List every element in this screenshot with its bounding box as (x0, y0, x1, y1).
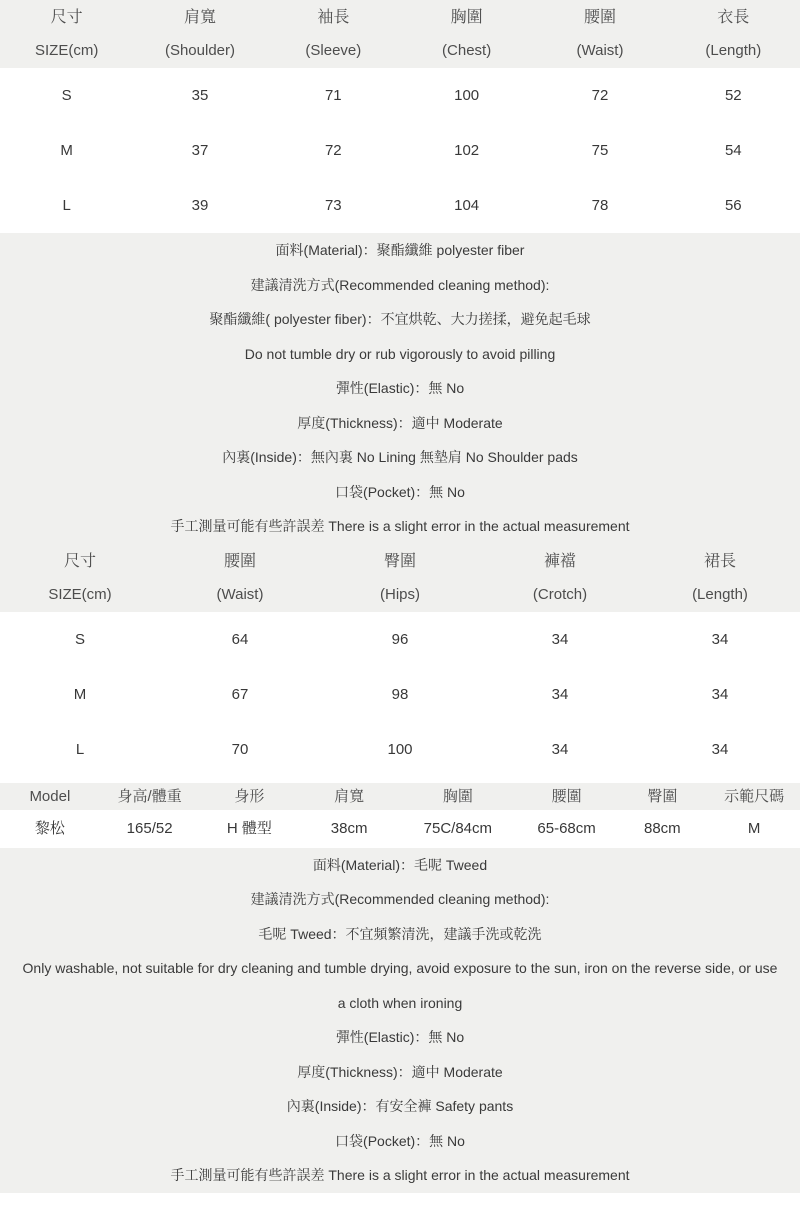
size-value: 100 (387, 740, 413, 758)
column-header-en: (Crotch) (532, 585, 588, 603)
model-body-shape: H 體型 (226, 819, 272, 837)
size-value: 67 (231, 685, 249, 703)
column-header-en: (Chest) (442, 42, 492, 59)
care-info-bottom (0, 848, 800, 1193)
column-header-height-weight: 身高/體重 (117, 787, 182, 805)
size-value: 34 (551, 630, 569, 648)
column-header-body-shape: 身形 (234, 787, 265, 805)
size-value: 64 (231, 630, 249, 648)
column-header-zh: 肩寬 (183, 9, 216, 26)
column-header-waist (160, 544, 320, 612)
column-header-en: (Waist) (216, 585, 264, 603)
column-header-zh: 袖長 (317, 9, 350, 26)
size-label: M (60, 142, 73, 159)
column-header-en: SIZE(cm) (35, 42, 99, 59)
column-header-length (667, 0, 800, 68)
column-header-zh: 臀圍 (383, 552, 416, 570)
thickness-line: 厚度(Thickness)：適中 Moderate (297, 1063, 503, 1080)
table-row-l (0, 178, 800, 233)
size-value: 71 (324, 87, 342, 104)
size-label: L (62, 197, 71, 214)
material-line: 面料(Material)：毛呢 Tweed (312, 856, 488, 873)
size-value: 98 (391, 685, 409, 703)
model-table-row (0, 810, 800, 848)
model-table-header (0, 783, 800, 810)
size-label: S (61, 87, 72, 104)
size-value: 39 (191, 197, 209, 214)
column-header-size (0, 544, 160, 612)
size-value: 72 (591, 87, 609, 104)
top-size-table (0, 0, 800, 233)
pocket-line: 口袋(Pocket)：無 No (335, 483, 465, 500)
column-header-demo-size: 示範尺碼 (724, 787, 785, 805)
table-row-l (0, 722, 800, 777)
measurement-note-line: 手工測量可能有些許誤差 There is a slight error in the actual measurement (170, 1167, 630, 1183)
size-value: 102 (454, 142, 480, 159)
model-demo-size: M (747, 819, 761, 837)
column-header-crotch (480, 544, 640, 612)
column-header-zh: 尺寸 (50, 9, 83, 26)
table-row-s (0, 68, 800, 123)
column-header-en: SIZE(cm) (48, 585, 112, 603)
column-header-zh: 腰圍 (583, 9, 616, 26)
column-header-shoulder (133, 0, 266, 68)
cleaning-detail-zh-line: 聚酯纖維( polyester fiber)：不宜烘乾、大力搓揉，避免起毛球 (209, 311, 591, 327)
size-value: 52 (724, 87, 742, 104)
column-header-model: Model (29, 787, 71, 805)
size-value: 34 (711, 685, 729, 703)
size-label: L (75, 740, 85, 758)
model-name: 黎松 (34, 819, 65, 837)
cleaning-method-line: 建議清洗方式(Recommended cleaning method): (250, 891, 550, 907)
size-value: 37 (191, 142, 209, 159)
column-header-waist: 腰圍 (551, 787, 582, 805)
measurement-note-line: 手工測量可能有些許誤差 There is a slight error in the actual measurement (170, 518, 630, 534)
pocket-line: 口袋(Pocket)：無 No (335, 1132, 465, 1149)
cleaning-detail-en-line: Do not tumble dry or rub vigorously to avoid pilling (244, 345, 556, 362)
size-value: 34 (551, 740, 569, 758)
column-header-zh: 褲襠 (543, 552, 576, 570)
column-header-en: (Shoulder) (164, 42, 236, 59)
size-value: 75 (591, 142, 609, 159)
thickness-line: 厚度(Thickness)：適中 Moderate (297, 414, 503, 431)
care-info-top (0, 233, 800, 544)
model-shoulder: 38cm (330, 819, 368, 837)
bottom-size-table-header (0, 544, 800, 612)
model-table (0, 783, 800, 848)
size-value: 96 (391, 630, 409, 648)
cleaning-detail-en-line: Only washable, not suitable for dry cleaning and tumble drying, avoid exposure to the sun, iron on the reverse side, or use (22, 960, 778, 976)
model-height-weight: 165/52 (126, 819, 173, 837)
size-value: 54 (724, 142, 742, 159)
size-value: 34 (711, 740, 729, 758)
size-value: 34 (551, 685, 569, 703)
column-header-zh: 衣長 (717, 9, 750, 26)
column-header-en: (Hips) (380, 585, 420, 603)
column-header-shoulder: 肩寬 (334, 787, 365, 805)
bottom-size-table (0, 544, 800, 777)
column-header-en: (Sleeve) (305, 42, 362, 59)
table-row-m (0, 667, 800, 722)
table-row-s (0, 612, 800, 667)
size-value: 73 (324, 197, 342, 214)
column-header-zh: 腰圍 (223, 552, 256, 570)
model-waist: 65-68cm (537, 819, 596, 837)
size-value: 35 (191, 87, 209, 104)
top-size-table-header (0, 0, 800, 68)
material-line: 面料(Material)：聚酯纖維 polyester fiber (275, 242, 525, 258)
cleaning-detail-en-line-2: a cloth when ironing (337, 994, 463, 1011)
column-header-en: (Length) (705, 42, 762, 59)
elastic-line: 彈性(Elastic)：無 No (335, 1029, 465, 1045)
column-header-zh: 裙長 (703, 552, 736, 570)
inside-line: 內裏(Inside)：有安全褲 Safety pants (286, 1098, 514, 1114)
model-chest: 75C/84cm (423, 819, 493, 837)
column-header-zh: 尺寸 (63, 552, 96, 570)
cleaning-method-line: 建議清洗方式(Recommended cleaning method): (250, 276, 550, 293)
size-value: 70 (231, 740, 249, 758)
column-header-sleeve (267, 0, 400, 68)
column-header-zh: 胸圍 (450, 9, 483, 26)
size-label: M (73, 685, 87, 703)
inside-line: 內裏(Inside)：無內裏 No Lining 無墊肩 No Shoulder pads (222, 449, 578, 465)
cleaning-detail-zh-line: 毛呢 Tweed：不宜頻繁清洗，建議手洗或乾洗 (258, 925, 542, 942)
model-hips: 88cm (643, 819, 681, 837)
column-header-en: (Length) (692, 585, 748, 603)
size-value: 104 (454, 197, 480, 214)
elastic-line: 彈性(Elastic)：無 No (335, 380, 465, 396)
column-header-size (0, 0, 133, 68)
column-header-waist (533, 0, 666, 68)
size-value: 56 (724, 197, 742, 214)
size-value: 34 (711, 630, 729, 648)
column-header-en: (Waist) (576, 42, 624, 59)
column-header-hips (320, 544, 480, 612)
size-label: S (74, 630, 85, 648)
column-header-chest (400, 0, 533, 68)
column-header-length (640, 544, 800, 612)
size-value: 78 (591, 197, 609, 214)
size-value: 100 (454, 87, 480, 104)
size-value: 72 (324, 142, 342, 159)
table-row-m (0, 123, 800, 178)
column-header-chest: 胸圍 (442, 787, 473, 805)
column-header-hips: 臀圍 (647, 787, 678, 805)
